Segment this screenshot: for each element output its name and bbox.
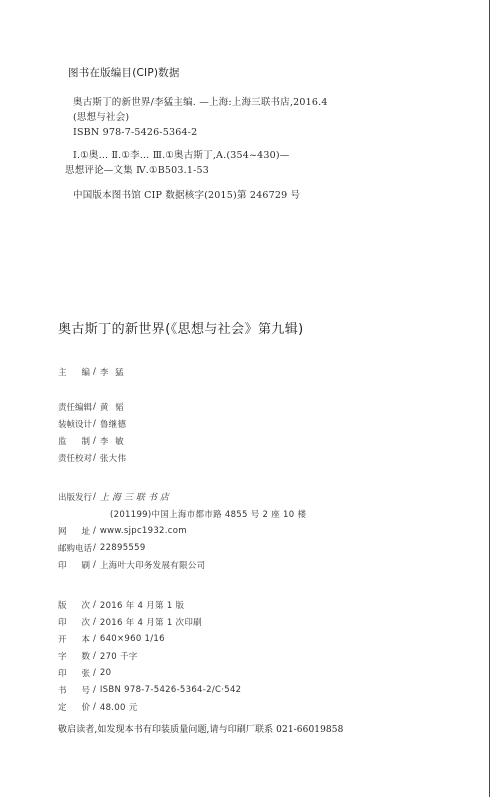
- credit-row-supervisor: [58, 432, 478, 449]
- print-value: 2016 年 4 月第 1 次印刷: [99, 617, 202, 628]
- publisher-address: (201199)中国上海市都市路 4855 号 2 座 10 楼: [110, 509, 307, 520]
- separator: /: [93, 366, 96, 377]
- publishing-section: [58, 488, 478, 573]
- print-row-format: [58, 630, 478, 647]
- print-info-section: [58, 596, 478, 715]
- print-row-sheets: [58, 664, 478, 681]
- credit-label: 监 制: [58, 436, 90, 447]
- book-title: 奥古斯丁的新世界(《思想与社会》第九辑): [58, 322, 304, 337]
- credit-label: 装帧设计: [58, 419, 93, 430]
- print-label: 定 价: [58, 702, 90, 713]
- credit-row-responsible-editor: [58, 398, 478, 415]
- print-row-edition: [58, 596, 478, 613]
- printer-label: 印 刷: [58, 560, 90, 571]
- credit-label: 责任编辑: [58, 402, 93, 413]
- cip-subject-line-2: 思想评论—文集 Ⅳ.①B503.1-53: [65, 165, 210, 176]
- address-row: [58, 505, 478, 522]
- print-value: 640×960 1/16: [99, 633, 165, 644]
- credit-label: 主 编: [58, 367, 90, 378]
- separator: /: [93, 525, 96, 536]
- print-label: 字 数: [58, 651, 90, 662]
- separator: /: [93, 599, 96, 610]
- credit-value: 李 猛: [99, 367, 126, 378]
- separator: /: [93, 491, 96, 502]
- separator: /: [93, 684, 96, 695]
- reader-notice: 敬启读者,如发现本书有印装质量问题,请与印刷厂联系 021-66019858: [58, 725, 344, 735]
- separator: /: [93, 616, 96, 627]
- cip-record-block: [65, 95, 468, 203]
- print-row-impression: [58, 613, 478, 630]
- credit-row-designer: [58, 415, 478, 432]
- credit-value: 李 敏: [99, 436, 126, 447]
- print-value: 2016 年 4 月第 1 版: [99, 600, 185, 611]
- print-label: 印 次: [58, 617, 90, 628]
- credit-row-proofreader: [58, 449, 478, 466]
- separator: /: [93, 452, 96, 463]
- print-label: 书 号: [58, 685, 90, 696]
- mail-order-row: [58, 539, 478, 556]
- separator: /: [93, 701, 96, 712]
- cip-gap: [65, 140, 468, 148]
- cip-data-number: 中国版本图书馆 CIP 数据核字(2015)第 246729 号: [73, 190, 301, 201]
- separator: /: [93, 633, 96, 644]
- print-value: 270 千字: [99, 651, 138, 662]
- credit-label: 责任校对: [58, 453, 93, 464]
- publisher-label: 出版发行: [58, 492, 93, 503]
- separator: /: [93, 401, 96, 412]
- cip-heading: 图书在版编目(CIP)数据: [68, 67, 180, 79]
- cip-series: (思想与社会): [73, 112, 130, 123]
- print-value: ISBN 978-7-5426-5364-2/C·542: [99, 684, 242, 695]
- separator: /: [93, 418, 96, 429]
- cip-section: [58, 66, 468, 203]
- printer-name: 上海叶大印务发展有限公司: [99, 560, 206, 571]
- separator: /: [93, 667, 96, 678]
- print-value: 48.00 元: [99, 702, 138, 713]
- credit-value: 鲁继德: [99, 419, 127, 430]
- website-label: 网 址: [58, 526, 90, 537]
- printer-row: [58, 556, 478, 573]
- website-row: [58, 522, 478, 539]
- staff-section: [58, 398, 478, 466]
- print-row-book-number: [58, 681, 478, 698]
- cip-subject-line-1: Ⅰ.①奥… Ⅱ.①李… Ⅲ.①奥古斯丁,A.(354~430)—: [73, 150, 290, 161]
- cip-record: 奥古斯丁的新世界/李猛主编. —上海:上海三联书店,2016.4: [73, 97, 328, 108]
- mail-order-label: 邮购电话: [58, 543, 93, 554]
- separator: /: [93, 542, 96, 553]
- print-label: 开 本: [58, 634, 90, 645]
- mail-order-phone: 22895559: [99, 542, 146, 553]
- print-label: 印 张: [58, 668, 90, 679]
- print-row-word-count: [58, 647, 478, 664]
- separator: /: [93, 559, 96, 570]
- cip-isbn: ISBN 978-7-5426-5364-2: [73, 127, 198, 138]
- separator: /: [93, 650, 96, 661]
- publisher-row: [58, 488, 478, 505]
- page-frame-edge: [489, 0, 490, 797]
- credit-row-editor: [58, 363, 478, 380]
- editor-section: [58, 363, 478, 380]
- print-value: 20: [99, 667, 112, 678]
- print-row-price: [58, 698, 478, 715]
- publisher-name: 上海三联书店: [99, 493, 172, 503]
- print-label: 版 次: [58, 600, 90, 611]
- credit-value: 张大伟: [99, 453, 127, 464]
- separator: /: [93, 435, 96, 446]
- website-url: www.sjpc1932.com: [99, 525, 187, 536]
- credit-value: 黄 韬: [99, 402, 126, 413]
